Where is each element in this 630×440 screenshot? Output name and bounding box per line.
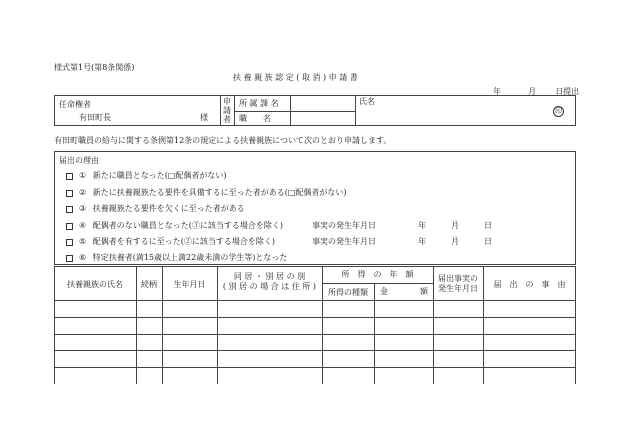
reason-num-5: ⑤: [79, 237, 87, 246]
col-header-income-amount-2: 額: [420, 287, 428, 296]
reason-text-4: 配偶者のない職員となった(③に該当する場合を除く): [92, 221, 283, 230]
department-label: 所 属 課 名: [239, 99, 279, 108]
position-label: 職 名: [239, 114, 271, 123]
reason-text-3: 扶養親族たる要件を欠くに至った者がある: [92, 204, 245, 213]
table-row: [54, 350, 576, 351]
form-number: 様式第1号(第8条関係): [54, 63, 135, 72]
col-header-birth: 生年月日: [173, 280, 206, 289]
reasons-header: 届出の理由: [59, 156, 99, 165]
reason-checkbox-6[interactable]: [66, 255, 73, 262]
name-label: 氏名: [359, 97, 375, 106]
authority-name: 有田町長: [79, 113, 111, 122]
submit-day-label: 日提出: [555, 87, 580, 96]
col-header-residence-line1: 同 居 ・ 別 居 の 別: [233, 272, 306, 281]
col-header-residence: [217, 272, 322, 292]
col-header-date-line2: 発生年月日: [438, 284, 478, 293]
department-field[interactable]: [292, 100, 354, 109]
reason-year-4: 年: [418, 221, 426, 230]
reason-item-5: [66, 238, 275, 246]
table-row: [54, 367, 576, 368]
name-field[interactable]: [380, 106, 550, 122]
col-header-date-line1: 届出事実の: [438, 274, 478, 283]
col-header-name: 扶養親族の氏名: [67, 280, 123, 289]
reason-item-1: [66, 172, 227, 180]
table-row: [54, 317, 576, 318]
reason-item-3: [66, 205, 245, 213]
intro-text: 有田町職員の給与に関する条例第12条の規定による扶養親族について次のとおり申請します。: [54, 136, 392, 145]
reason-checkbox-2[interactable]: [66, 190, 73, 197]
reason-text-1: 新たに職員となった(□配偶者がない): [92, 171, 227, 180]
reason-item-2: [66, 189, 347, 197]
reason-day-5: 日: [484, 237, 492, 246]
col-header-date: [433, 274, 483, 294]
position-field[interactable]: [292, 114, 354, 124]
col-header-residence-line2: ( 別 居 の 場 合 は 住 所 ): [222, 282, 317, 291]
reason-num-6: ⑥: [79, 253, 87, 262]
applicant-vertical-label: 申請者: [223, 97, 231, 124]
reason-text-2: 新たに扶養親族たる要件を具備するに至った者がある(□配偶者がない): [92, 188, 347, 197]
submit-month-label: 月: [528, 87, 537, 96]
authority-honorific: 様: [200, 113, 208, 122]
reason-text-5: 配偶者を有するに至った(②に該当する場合を除く): [92, 237, 275, 246]
reason-num-1: ①: [79, 171, 87, 180]
reason-date-label-4: 事実の発生年月日: [312, 221, 376, 230]
col-header-income: 所 得 の 年 額: [341, 270, 414, 279]
reason-text-6: 特定扶養者(満15歳以上満22歳未満の学生等)となった: [92, 253, 288, 262]
reason-month-5: 月: [451, 237, 459, 246]
reason-month-4: 月: [451, 221, 459, 230]
reason-num-4: ④: [79, 221, 87, 230]
reason-num-3: ③: [79, 204, 87, 213]
reason-checkbox-1[interactable]: [66, 173, 73, 180]
col-header-income-amount-1: 金: [380, 287, 388, 296]
col-header-relation: 続柄: [141, 280, 157, 289]
submit-year-label: 年: [493, 87, 501, 96]
reason-checkbox-4[interactable]: [66, 223, 73, 230]
reason-checkbox-3[interactable]: [66, 206, 73, 213]
table-row: [54, 334, 576, 335]
seal-mark: 印: [555, 107, 562, 115]
reason-day-4: 日: [484, 221, 492, 230]
reason-date-label-5: 事実の発生年月日: [312, 237, 376, 246]
col-header-reason: 届 出 の 事 由: [493, 280, 566, 289]
reason-checkbox-5[interactable]: [66, 239, 73, 246]
reason-item-4: [66, 222, 283, 230]
col-header-income-type: 所得の種類: [328, 288, 368, 297]
authority-label: 任命権者: [59, 100, 91, 109]
document-title: 扶 養 親 族 認 定 ( 取 消 ) 申 請 書: [233, 73, 358, 82]
reason-year-5: 年: [418, 237, 426, 246]
reason-num-2: ②: [79, 188, 87, 197]
reason-item-6: [66, 254, 287, 262]
